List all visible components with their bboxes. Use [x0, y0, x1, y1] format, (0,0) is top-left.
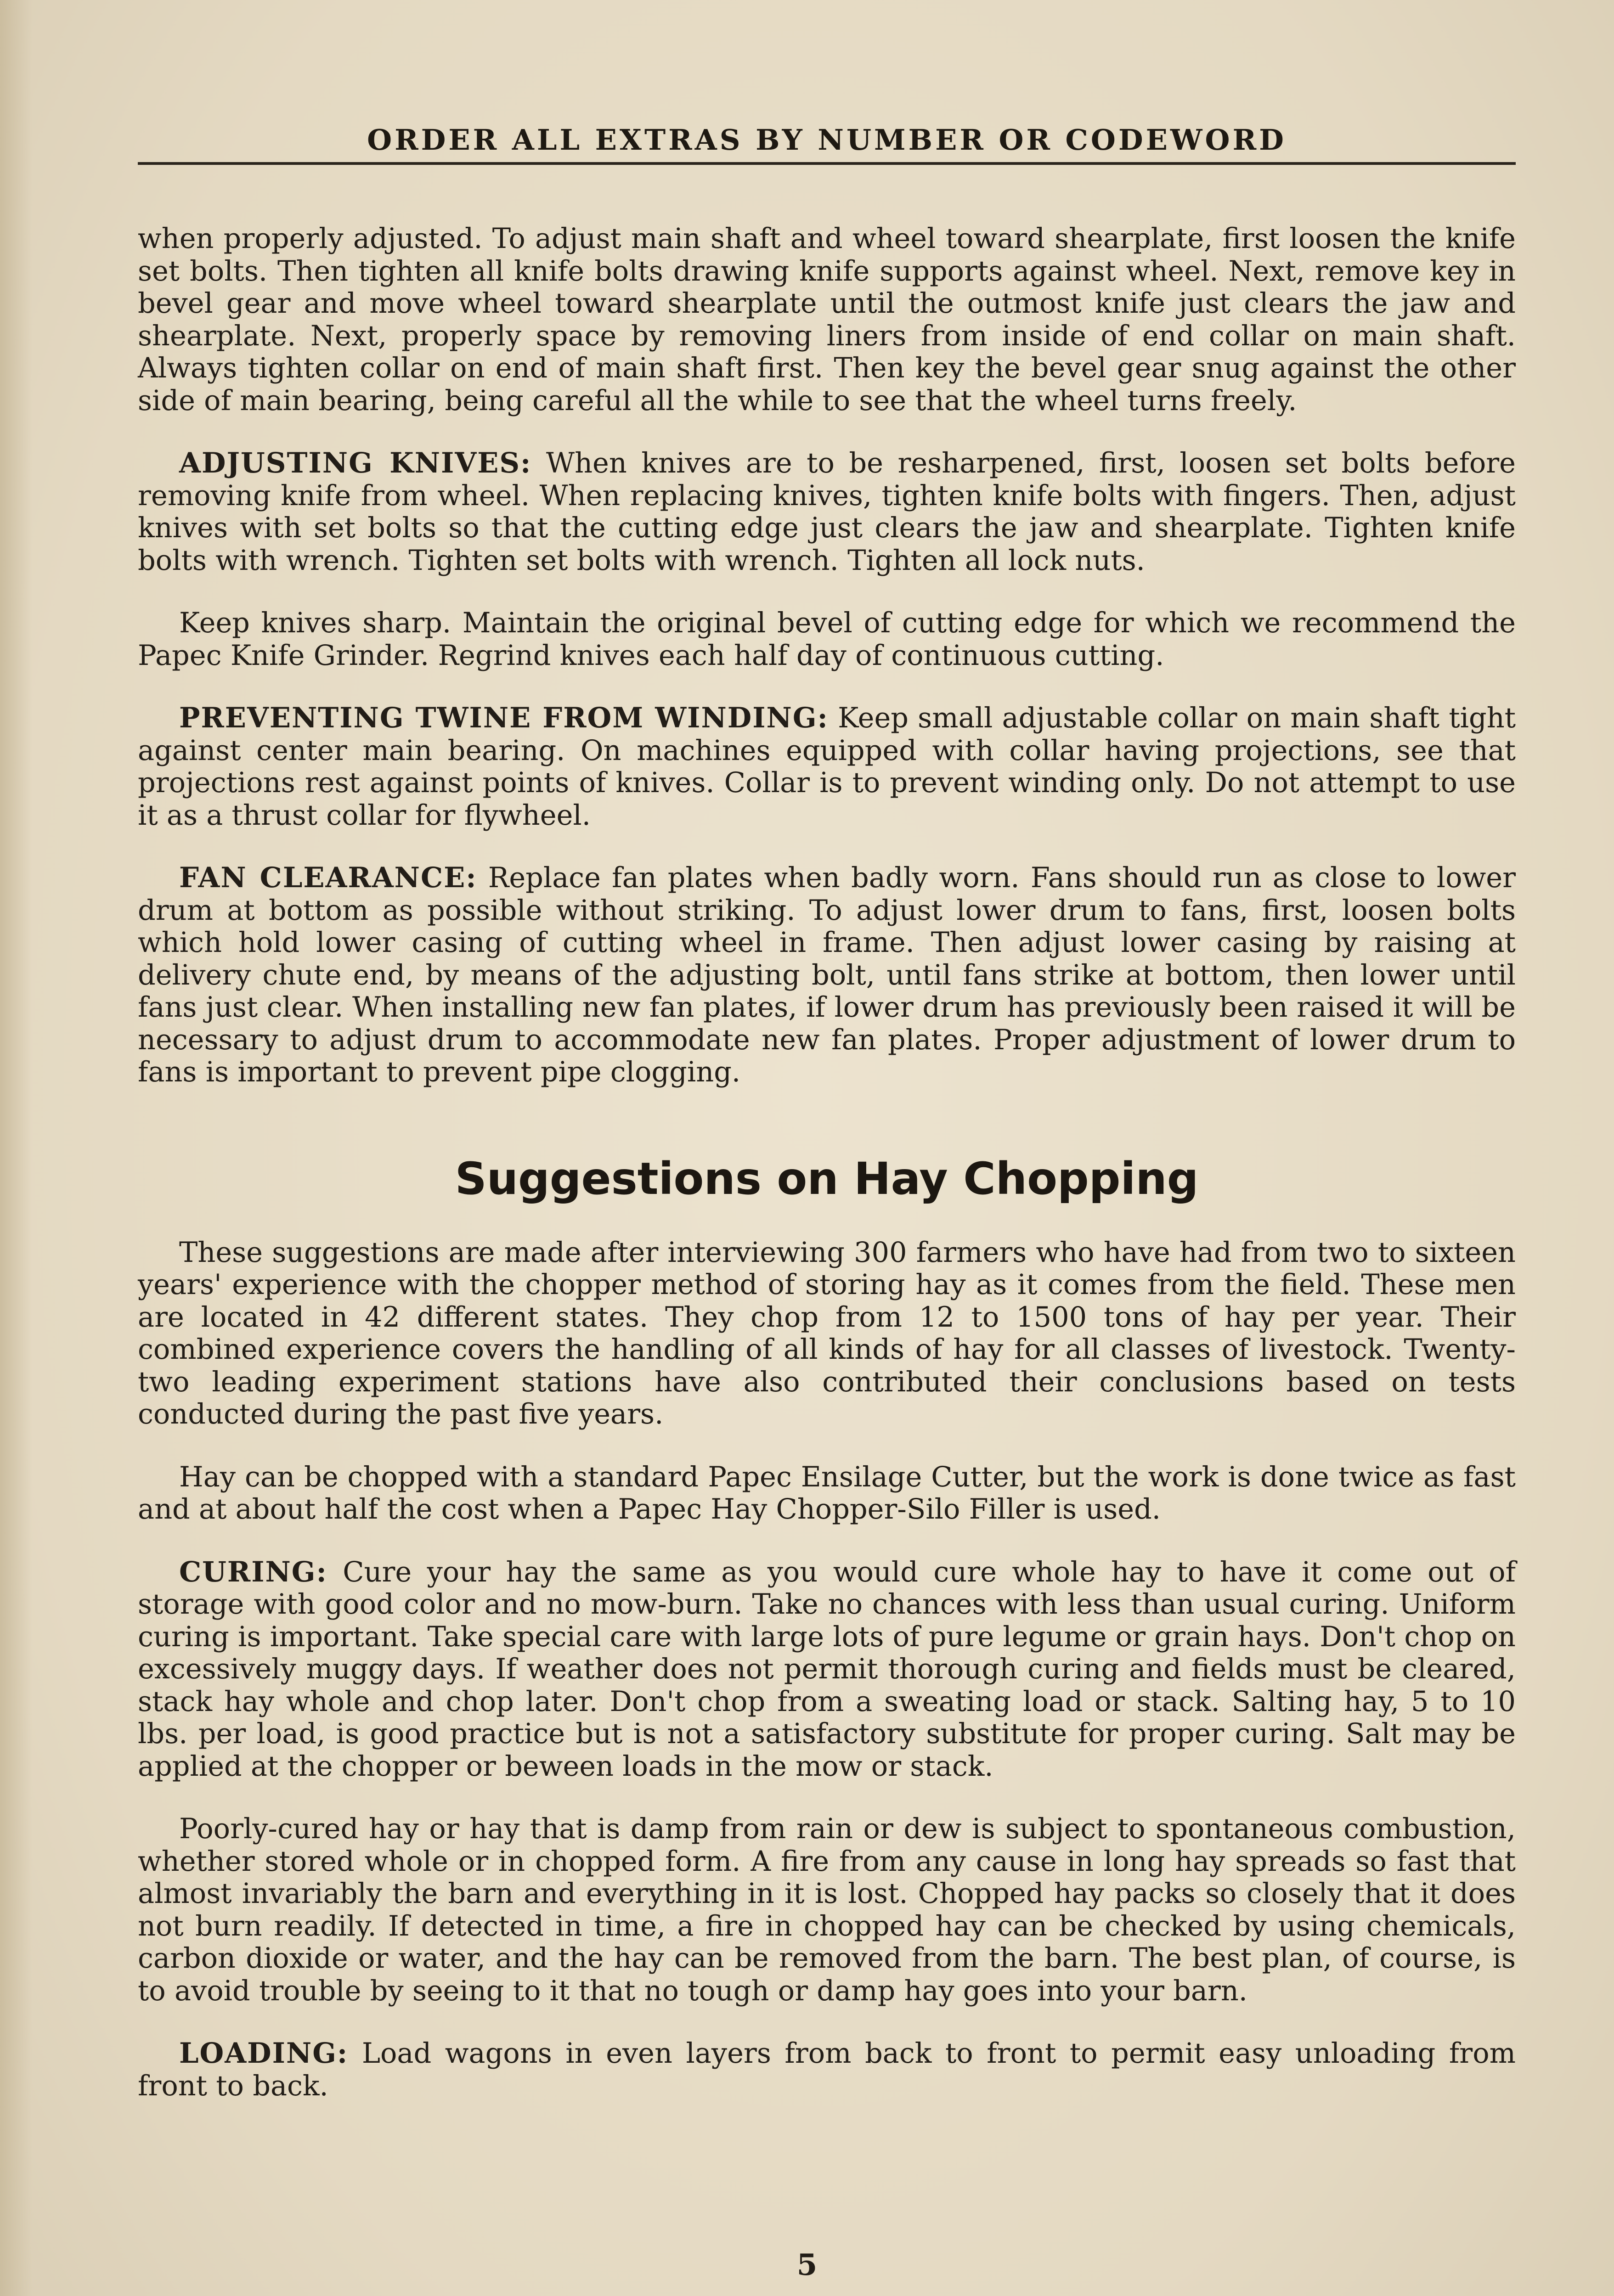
running-header — [138, 123, 1516, 165]
paragraph-text: These suggestions are made after interviewing 300 farmers who have had from two to sixteen years' experience with the chopper method of storing hay as it comes from the field. These men are located in 42 different states. They chop from 12 to 1500 tons of hay per year. Their combined experience covers the handling of all kinds of hay for all classes of livestock. Twenty-two leading experiment stations have also contributed their conclusions based on tests conducted during the past five years. — [138, 1236, 1516, 1430]
paragraph-curing — [138, 1556, 1516, 1783]
paragraph-text: When knives are to be resharpened, first, loosen set bolts before removing knife from wheel. When replacing knives, tighten knife bolts with fingers. Then, adjust knives with set bolts so that the cutting edge just clears the jaw and shearplate. Tighten knife bolts with wrench. Tighten set bolts with wrench. Tighten all lock nuts. — [138, 447, 1516, 577]
paragraph-heading: FAN CLEARANCE: — [179, 861, 477, 894]
page-number: 5 — [796, 2248, 818, 2282]
paragraph-heading: LOADING: — [179, 2037, 349, 2070]
paragraph-heading: CURING: — [179, 1555, 327, 1588]
paragraph-text: Replace fan plates when badly worn. Fans should run as close to lower drum at bottom as possible without striking. To adjust lower drum to fans, first, loosen bolts which hold lower casing of cutting wheel in frame. Then adjust lower casing by raising at delivery chute end, by means of the adjusting bolt, until fans strike at bottom, then lower until fans just clear. When installing new fan plates, if lower drum has previously been raised it will be necessary to adjust drum to accommodate new fan plates. Proper adjustment of lower drum to fans is important to prevent pipe clogging. — [138, 862, 1516, 1088]
paragraph-text: Poorly-cured hay or hay that is damp from rain or dew is subject to spontaneous combustion, whether stored whole or in chopped form. A fire from any cause in long hay spreads so fast that almost invariably the barn and everything in it is lost. Chopped hay packs so closely that it does not burn readily. If detected in time, a fire in chopped hay can be checked by using chemicals, carbon dioxide or water, and the hay can be removed from the barn. The best plan, of course, is to avoid trouble by seeing to it that no tough or damp hay goes into your barn. — [138, 1813, 1516, 2007]
paragraph-text: when properly adjusted. To adjust main shaft and wheel toward shearplate, first loosen the knife set bolts. Then tighten all knife bolts drawing knife supports against wheel. Next, remove key in bevel gear and move wheel toward shearplate until the outmost knife just clears the jaw and shearplate. Next, properly space by removing liners from inside of end collar on main shaft. Always tighten collar on end of main shaft first. Then key the bevel gear snug against the other side of main bearing, being careful all the while to see that the wheel turns freely. — [138, 223, 1516, 417]
paragraph-keep-knives-sharp — [138, 607, 1516, 672]
running-header-text: ORDER ALL EXTRAS BY NUMBER OR CODEWORD — [367, 123, 1287, 157]
paragraph-adjusting-knives — [138, 447, 1516, 577]
paragraph-introduction — [138, 1237, 1516, 1431]
paragraph-text: Load wagons in even layers from back to front to permit easy unloading from front to back. — [138, 2037, 1516, 2102]
paragraph-heading: ADJUSTING KNIVES: — [179, 447, 532, 479]
paragraph-text: Cure your hay the same as you would cure whole hay to have it come out of storage with good color and no mow-burn. Take no chances with less than usual curing. Uniform curing is important. Take special care with large lots of pure legume or grain hays. Don't chop on excessively muggy days. If weather does not permit thorough curing and fields must be cleared, stack hay whole and chop later. Don't chop from a sweating load or stack. Salting hay, 5 to 10 lbs. per load, is good practice but is not a satisfactory substitute for proper curing. Salt may be applied at the chopper or beween loads in the mow or stack. — [138, 1556, 1516, 1783]
paragraph-text: Keep knives sharp. Maintain the original bevel of cutting edge for which we recommend the Papec Knife Grinder. Regrind knives each half day of continuous cutting. — [138, 607, 1516, 672]
paragraph-loading — [138, 2037, 1516, 2102]
paragraph-combustion — [138, 1813, 1516, 2007]
paragraph-papec-cutter — [138, 1461, 1516, 1526]
section-title: Suggestions on Hay Chopping — [455, 1153, 1199, 1204]
paragraph-fan-clearance — [138, 862, 1516, 1089]
paragraph-text: Hay can be chopped with a standard Papec Ensilage Cutter, but the work is done twice as fast and at about half the cost when a Papec Hay Chopper-Silo Filler is used. — [138, 1461, 1516, 1525]
page-body — [138, 223, 1516, 2102]
paragraph-heading: PREVENTING TWINE FROM WINDING: — [179, 702, 829, 734]
paragraph-text: Keep small adjustable collar on main shaft tight against center main bearing. On machines equipped with collar having projections, see that projections rest against points of knives. Collar is to prevent winding only. Do not attempt to use it as a thrust collar for flywheel. — [138, 702, 1516, 832]
paragraph-preventing-twine — [138, 702, 1516, 832]
paragraph-adjust-shaft — [138, 223, 1516, 417]
page-spine-shadow — [0, 0, 32, 2296]
